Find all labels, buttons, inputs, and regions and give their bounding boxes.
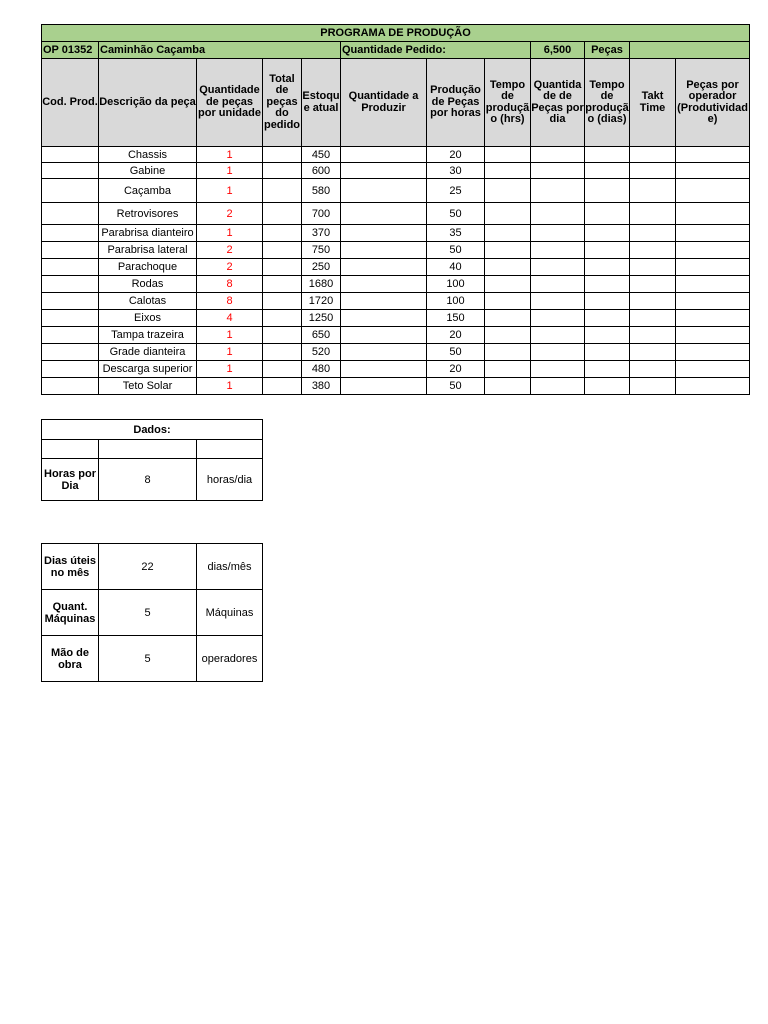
prod-time-days-cell (585, 203, 630, 225)
per-operator-cell (676, 242, 750, 259)
stock-cell: 450 (302, 147, 341, 163)
qty-per-day-cell (531, 276, 585, 293)
takt-time-cell (630, 344, 676, 361)
table-row (42, 225, 750, 242)
prod-time-hrs-cell (485, 378, 531, 395)
prod-time-hrs-cell (485, 344, 531, 361)
qty-per-day-cell (531, 344, 585, 361)
to-produce-cell (341, 147, 427, 163)
horas-unit: horas/dia (197, 459, 263, 501)
stock-cell: 1680 (302, 276, 341, 293)
qty-per-unit-cell: 2 (197, 259, 263, 276)
total-cell (263, 163, 302, 179)
total-cell (263, 378, 302, 395)
prod-time-hrs-cell (485, 293, 531, 310)
total-cell (263, 203, 302, 225)
total-cell (263, 179, 302, 203)
param-unit: dias/mês (197, 544, 263, 590)
qty-per-unit-cell: 8 (197, 276, 263, 293)
stock-cell: 700 (302, 203, 341, 225)
to-produce-cell (341, 242, 427, 259)
param-value: 5 (99, 590, 197, 636)
to-produce-cell (341, 293, 427, 310)
takt-time-cell (630, 242, 676, 259)
prod-time-days-cell (585, 378, 630, 395)
prod-time-hrs-cell (485, 361, 531, 378)
description-cell: Retrovisores (99, 203, 197, 225)
code-cell (42, 378, 99, 395)
to-produce-cell (341, 179, 427, 203)
qty-per-unit-cell: 1 (197, 378, 263, 395)
stock-cell: 580 (302, 179, 341, 203)
dados-title: Dados: (42, 420, 263, 440)
prod-time-hrs-cell (485, 310, 531, 327)
title-row (42, 25, 750, 42)
horas-label: Horas por Dia (42, 459, 99, 501)
total-cell (263, 344, 302, 361)
prod-per-hour-cell: 50 (427, 242, 485, 259)
qty-per-unit-cell: 1 (197, 361, 263, 378)
prod-time-days-cell (585, 293, 630, 310)
code-cell (42, 179, 99, 203)
sheet-title: PROGRAMA DE PRODUÇÃO (42, 25, 750, 42)
prod-time-hrs-cell (485, 203, 531, 225)
description-cell: Rodas (99, 276, 197, 293)
to-produce-cell (341, 344, 427, 361)
col-header-stock: Estoque atual (302, 59, 341, 147)
takt-time-cell (630, 163, 676, 179)
takt-time-cell (630, 203, 676, 225)
description-cell: Teto Solar (99, 378, 197, 395)
col-header-prod-per-hour: Produção de Peças por horas (427, 59, 485, 147)
param-label: Mão de obra (42, 636, 99, 682)
qty-per-unit-cell: 2 (197, 203, 263, 225)
qty-per-day-cell (531, 361, 585, 378)
qty-per-unit-cell: 1 (197, 147, 263, 163)
table-row (42, 344, 750, 361)
prod-per-hour-cell: 150 (427, 310, 485, 327)
to-produce-cell (341, 310, 427, 327)
prod-per-hour-cell: 30 (427, 163, 485, 179)
column-header-row (42, 59, 750, 147)
code-cell (42, 203, 99, 225)
prod-per-hour-cell: 50 (427, 203, 485, 225)
description-cell: Gabine (99, 163, 197, 179)
per-operator-cell (676, 344, 750, 361)
code-cell (42, 163, 99, 179)
prod-per-hour-cell: 40 (427, 259, 485, 276)
total-cell (263, 225, 302, 242)
total-cell (263, 310, 302, 327)
table-row (42, 378, 750, 395)
description-cell: Parachoque (99, 259, 197, 276)
order-code: OP 01352 (42, 42, 99, 59)
code-cell (42, 225, 99, 242)
total-cell (263, 259, 302, 276)
prod-time-days-cell (585, 310, 630, 327)
prod-per-hour-cell: 20 (427, 327, 485, 344)
qty-per-unit-cell: 1 (197, 327, 263, 344)
qty-per-unit-cell: 1 (197, 163, 263, 179)
stock-cell: 370 (302, 225, 341, 242)
prod-time-hrs-cell (485, 147, 531, 163)
total-cell (263, 327, 302, 344)
prod-time-days-cell (585, 147, 630, 163)
per-operator-cell (676, 203, 750, 225)
params-table (41, 543, 263, 682)
total-cell (263, 147, 302, 163)
param-unit: Máquinas (197, 590, 263, 636)
description-cell: Grade dianteira (99, 344, 197, 361)
stock-cell: 250 (302, 259, 341, 276)
takt-time-cell (630, 259, 676, 276)
order-qty-label: Quantidade Pedido: (341, 42, 531, 59)
takt-time-cell (630, 293, 676, 310)
to-produce-cell (341, 378, 427, 395)
takt-time-cell (630, 147, 676, 163)
qty-per-day-cell (531, 242, 585, 259)
prod-time-days-cell (585, 225, 630, 242)
table-row (42, 259, 750, 276)
col-header-per-operator: Peças por operador (Produtividade) (676, 59, 750, 147)
table-row (42, 310, 750, 327)
qty-per-unit-cell: 1 (197, 344, 263, 361)
prod-per-hour-cell: 100 (427, 276, 485, 293)
table-row (42, 327, 750, 344)
col-header-takt-time: Takt Time (630, 59, 676, 147)
per-operator-cell (676, 225, 750, 242)
qty-per-day-cell (531, 179, 585, 203)
per-operator-cell (676, 310, 750, 327)
col-header-total: Total de peças do pedido (263, 59, 302, 147)
prod-time-days-cell (585, 361, 630, 378)
stock-cell: 750 (302, 242, 341, 259)
code-cell (42, 310, 99, 327)
to-produce-cell (341, 203, 427, 225)
stock-cell: 600 (302, 163, 341, 179)
qty-per-unit-cell: 1 (197, 179, 263, 203)
qty-per-day-cell (531, 203, 585, 225)
table-row (42, 361, 750, 378)
prod-time-days-cell (585, 242, 630, 259)
takt-time-cell (630, 276, 676, 293)
prod-time-hrs-cell (485, 225, 531, 242)
qty-per-unit-cell: 4 (197, 310, 263, 327)
param-label: Quant. Máquinas (42, 590, 99, 636)
to-produce-cell (341, 361, 427, 378)
param-row (42, 544, 263, 590)
prod-per-hour-cell: 50 (427, 378, 485, 395)
qty-per-day-cell (531, 293, 585, 310)
description-cell: Tampa trazeira (99, 327, 197, 344)
col-header-to-produce: Quantidade a Produzir (341, 59, 427, 147)
col-header-description: Descrição da peça (99, 59, 197, 147)
prod-time-hrs-cell (485, 242, 531, 259)
total-cell (263, 276, 302, 293)
qty-per-day-cell (531, 310, 585, 327)
stock-cell: 650 (302, 327, 341, 344)
dados-table (41, 419, 263, 501)
qty-per-day-cell (531, 163, 585, 179)
qty-per-day-cell (531, 225, 585, 242)
table-row (42, 293, 750, 310)
prod-time-days-cell (585, 344, 630, 361)
prod-per-hour-cell: 35 (427, 225, 485, 242)
code-cell (42, 344, 99, 361)
takt-time-cell (630, 378, 676, 395)
description-cell: Parabrisa lateral (99, 242, 197, 259)
prod-time-hrs-cell (485, 327, 531, 344)
stock-cell: 520 (302, 344, 341, 361)
col-header-qty-per-unit: Quantidade de peças por unidade (197, 59, 263, 147)
order-name: Caminhão Caçamba (99, 42, 341, 59)
dados-empty-cell (99, 440, 197, 459)
takt-time-cell (630, 310, 676, 327)
total-cell (263, 242, 302, 259)
code-cell (42, 327, 99, 344)
per-operator-cell (676, 276, 750, 293)
prod-per-hour-cell: 50 (427, 344, 485, 361)
stock-cell: 480 (302, 361, 341, 378)
table-row (42, 276, 750, 293)
per-operator-cell (676, 293, 750, 310)
per-operator-cell (676, 163, 750, 179)
param-row (42, 636, 263, 682)
table-row (42, 163, 750, 179)
param-row (42, 590, 263, 636)
order-row (42, 42, 750, 59)
stock-cell: 1250 (302, 310, 341, 327)
per-operator-cell (676, 179, 750, 203)
code-cell (42, 259, 99, 276)
takt-time-cell (630, 179, 676, 203)
production-program-table (41, 24, 750, 395)
prod-per-hour-cell: 20 (427, 147, 485, 163)
prod-time-days-cell (585, 276, 630, 293)
description-cell: Caçamba (99, 179, 197, 203)
table-row (42, 203, 750, 225)
description-cell: Chassis (99, 147, 197, 163)
code-cell (42, 361, 99, 378)
per-operator-cell (676, 327, 750, 344)
code-cell (42, 147, 99, 163)
to-produce-cell (341, 276, 427, 293)
to-produce-cell (341, 163, 427, 179)
to-produce-cell (341, 225, 427, 242)
prod-time-days-cell (585, 327, 630, 344)
prod-time-hrs-cell (485, 179, 531, 203)
horas-value: 8 (99, 459, 197, 501)
table-row (42, 147, 750, 163)
prod-time-hrs-cell (485, 163, 531, 179)
prod-time-hrs-cell (485, 276, 531, 293)
description-cell: Parabrisa dianteiro (99, 225, 197, 242)
qty-per-day-cell (531, 327, 585, 344)
qty-per-unit-cell: 1 (197, 225, 263, 242)
description-cell: Eixos (99, 310, 197, 327)
prod-per-hour-cell: 20 (427, 361, 485, 378)
param-label: Dias úteis no mês (42, 544, 99, 590)
qty-per-day-cell (531, 259, 585, 276)
prod-per-hour-cell: 25 (427, 179, 485, 203)
per-operator-cell (676, 259, 750, 276)
to-produce-cell (341, 327, 427, 344)
col-header-qty-per-day: Quantidade de Peças por dia (531, 59, 585, 147)
order-empty (630, 42, 750, 59)
prod-time-days-cell (585, 259, 630, 276)
code-cell (42, 293, 99, 310)
code-cell (42, 242, 99, 259)
stock-cell: 380 (302, 378, 341, 395)
param-value: 5 (99, 636, 197, 682)
takt-time-cell (630, 361, 676, 378)
col-header-prod-time-days: Tempo de produção (dias) (585, 59, 630, 147)
dados-empty-cell (42, 440, 99, 459)
takt-time-cell (630, 327, 676, 344)
param-unit: operadores (197, 636, 263, 682)
total-cell (263, 361, 302, 378)
per-operator-cell (676, 147, 750, 163)
param-value: 22 (99, 544, 197, 590)
per-operator-cell (676, 378, 750, 395)
prod-per-hour-cell: 100 (427, 293, 485, 310)
table-row (42, 179, 750, 203)
dados-empty-cell (197, 440, 263, 459)
table-row (42, 242, 750, 259)
prod-time-days-cell (585, 163, 630, 179)
qty-per-unit-cell: 8 (197, 293, 263, 310)
order-qty-unit: Peças (585, 42, 630, 59)
prod-time-hrs-cell (485, 259, 531, 276)
qty-per-unit-cell: 2 (197, 242, 263, 259)
to-produce-cell (341, 259, 427, 276)
code-cell (42, 276, 99, 293)
stock-cell: 1720 (302, 293, 341, 310)
description-cell: Calotas (99, 293, 197, 310)
col-header-code: Cod. Prod. (42, 59, 99, 147)
per-operator-cell (676, 361, 750, 378)
qty-per-day-cell (531, 378, 585, 395)
order-qty-value: 6,500 (531, 42, 585, 59)
col-header-prod-time-hrs: Tempo de produção (hrs) (485, 59, 531, 147)
total-cell (263, 293, 302, 310)
qty-per-day-cell (531, 147, 585, 163)
takt-time-cell (630, 225, 676, 242)
description-cell: Descarga superior (99, 361, 197, 378)
prod-time-days-cell (585, 179, 630, 203)
